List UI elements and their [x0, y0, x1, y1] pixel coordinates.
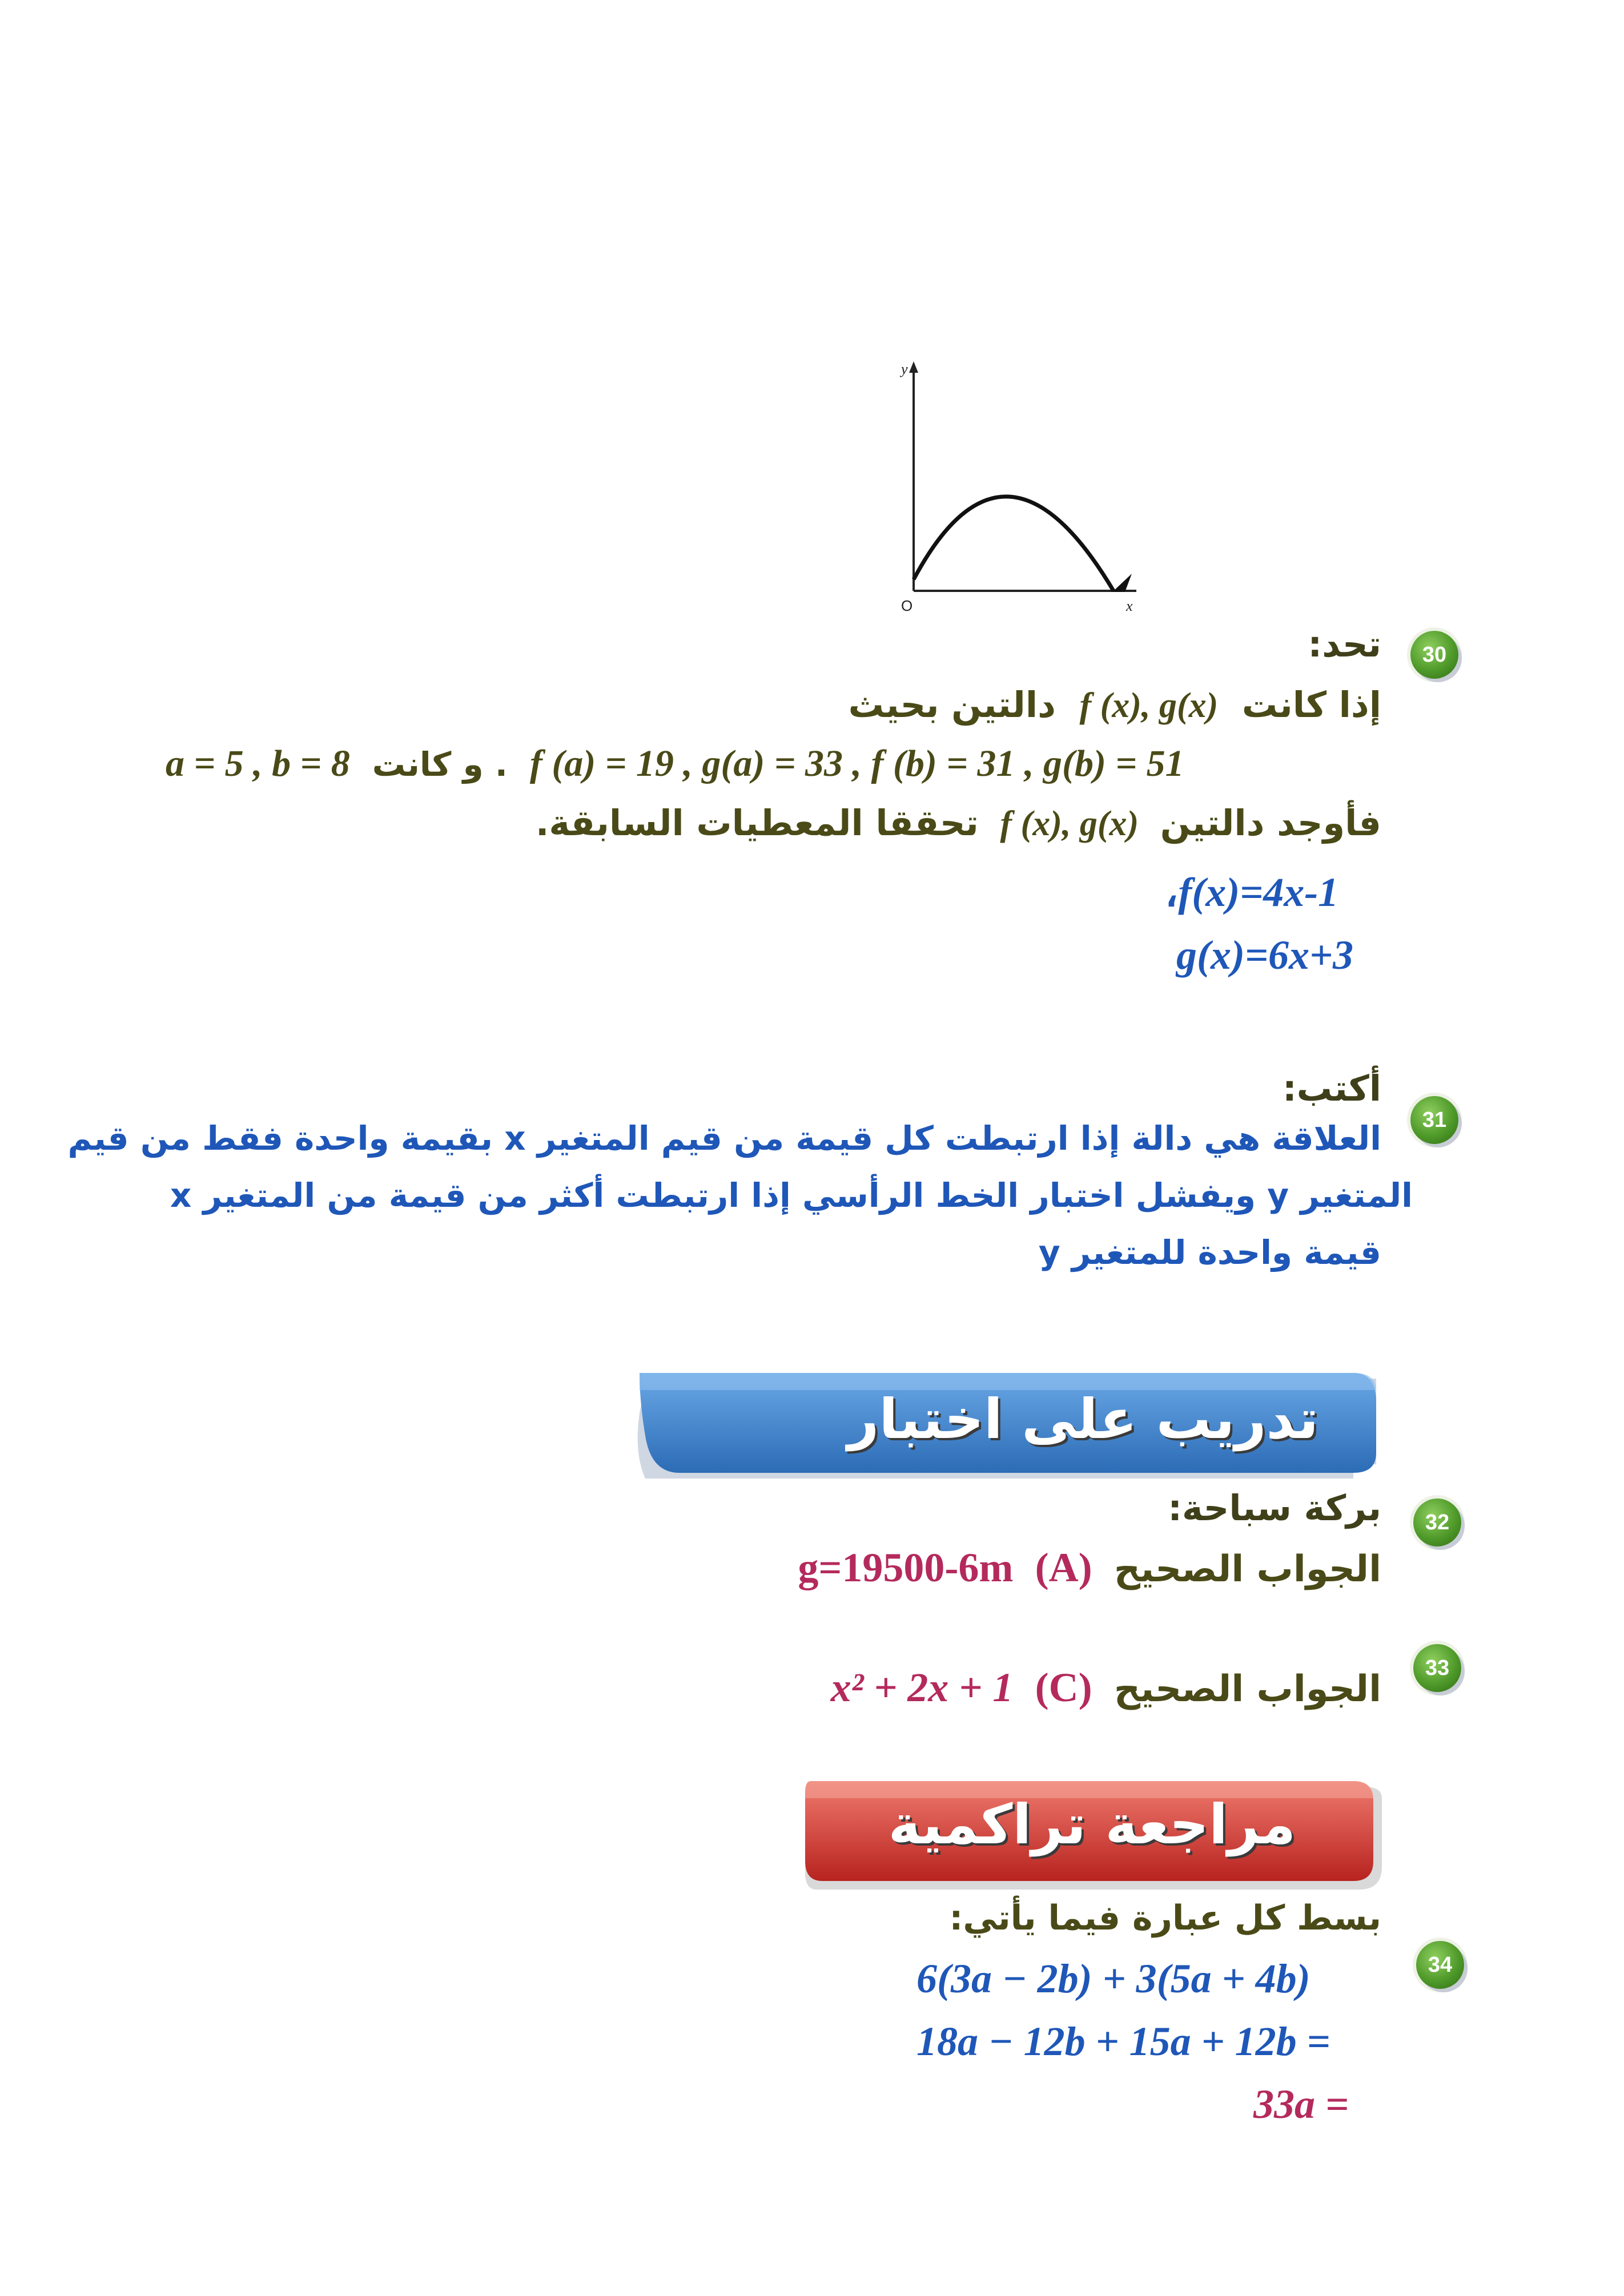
q30-line3-funcs: f (x), g(x)	[1000, 804, 1139, 843]
y-axis-label: y	[901, 361, 908, 377]
q30-line2-mid: . و كانت	[372, 745, 508, 784]
q30-line1-funcs: f (x), g(x)	[1079, 686, 1219, 725]
question-33-badge: 33	[1413, 1644, 1461, 1692]
review-banner-title: مراجعة تراكمية	[888, 1793, 1296, 1856]
q31-line2: المتغير y ويفشل اختبار الخط الرأسي إذا ارتبطت أكثر من قيمة من المتغير x	[170, 1176, 1413, 1215]
test-practice-banner-title: تدريب على اختبار	[847, 1387, 1319, 1451]
q30-line3	[536, 802, 1381, 844]
q33-answer-value: x² + 2x + 1	[830, 1665, 1014, 1710]
q30-line2	[166, 741, 1184, 786]
q32-answer-prefix: الجواب الصحيح	[1114, 1548, 1381, 1590]
q32-answer-value: g=19500-6m	[798, 1545, 1014, 1590]
q34-line3: 33a =	[1253, 2081, 1349, 2127]
parabola-curve	[914, 497, 1114, 591]
q33-answer-prefix: الجواب الصحيح	[1114, 1668, 1381, 1710]
q30-answer-g-line	[1176, 931, 1353, 979]
q30-label: تحد:	[1308, 623, 1381, 665]
q34-line2: 18a − 12b + 15a + 12b =	[916, 2019, 1330, 2064]
q30-line1-text2: دالتين بحيث	[848, 684, 1056, 726]
q32-answer	[798, 1544, 1381, 1592]
q33-answer	[831, 1664, 1381, 1711]
q30-line1	[849, 684, 1381, 726]
curve-arrow	[1112, 574, 1132, 592]
q31-label: أكتب:	[1282, 1068, 1381, 1109]
q34-line1: 6(3a − 2b) + 3(5a + 4b)	[916, 1956, 1311, 2001]
q31-line1: العلاقة هي دالة إذا ارتبطت كل قيمة من قيم المتغير x بقيمة واحدة فقط من قيم	[67, 1119, 1381, 1158]
x-axis-label: x	[1126, 598, 1133, 614]
question-32-badge: 32	[1413, 1499, 1461, 1546]
origin-label: O	[901, 597, 913, 614]
q34-label: بسط كل عبارة فيما يأتي:	[949, 1898, 1381, 1938]
q30-answer-g: g(x)=6x+3	[1176, 932, 1354, 978]
q33-answer-choice: (C)	[1035, 1665, 1092, 1710]
q30-line1-text: إذا كانت	[1241, 684, 1381, 726]
y-axis-arrow	[909, 361, 918, 373]
question-30-badge: 30	[1410, 631, 1458, 679]
q30-line2-values: f (a) = 19 , g(a) = 33 , f (b) = 31 , g(b) = 51	[529, 743, 1184, 784]
q32-label: بركة سباحة:	[1168, 1487, 1381, 1529]
q30-answer-f: f(x)=4x-1	[1178, 869, 1339, 915]
q30-line3-text: فأوجد دالتين	[1160, 802, 1381, 844]
parabola-graph	[857, 357, 1153, 619]
q31-line3: قيمة واحدة للمتغير y	[1038, 1233, 1381, 1272]
question-34-badge: 34	[1416, 1941, 1464, 1989]
q30-line2-ab: a = 5 , b = 8	[166, 743, 350, 784]
q32-answer-choice: (A)	[1035, 1545, 1092, 1590]
q30-line3-text2: تحققا المعطيات السابقة.	[535, 802, 979, 844]
question-31-badge: 31	[1410, 1096, 1458, 1144]
q30-answer-sep: ،	[1165, 869, 1179, 915]
q30-answer-f-line	[1165, 868, 1338, 916]
